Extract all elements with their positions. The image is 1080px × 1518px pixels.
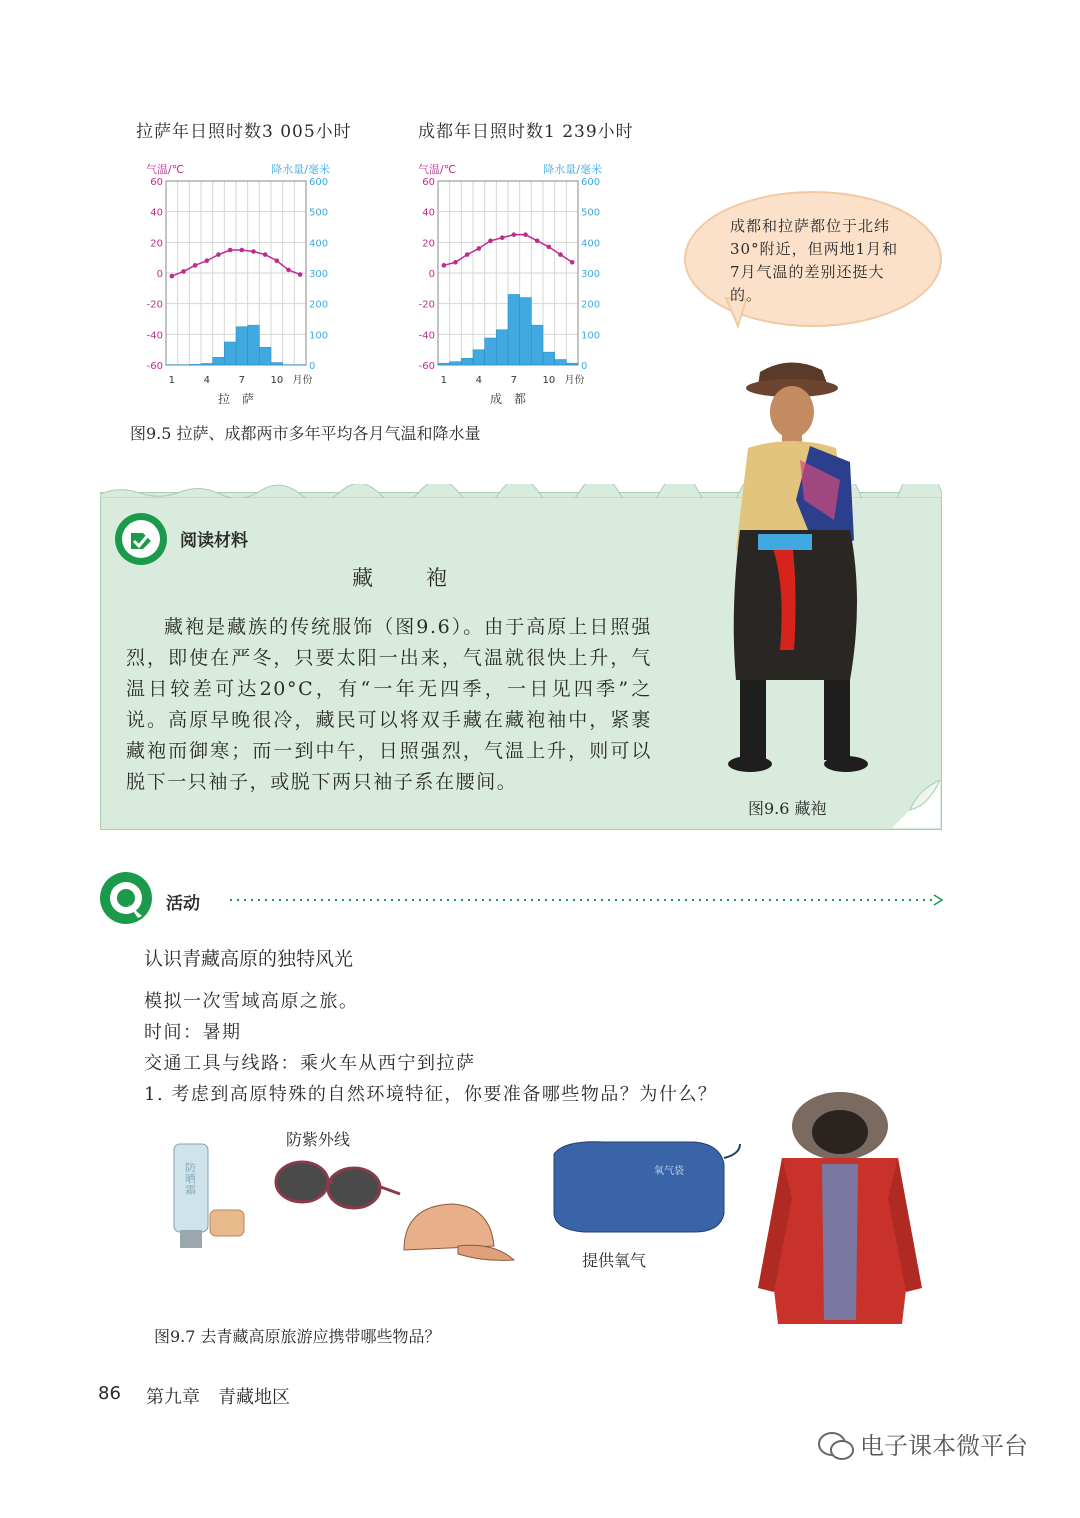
temperature-point [170,274,175,279]
y-left-label: 气温/℃ [418,163,457,176]
precip-bar [543,352,555,365]
temperature-point [275,258,280,263]
y-right-tick: 200 [309,299,329,311]
y-left-tick: 0 [156,269,163,280]
precip-bar [555,359,567,365]
temperature-point [465,252,470,257]
x-tick: 10 [270,375,284,386]
activity-line: 模拟一次雪域高原之旅。 [144,991,359,1012]
y-left-tick: 60 [422,177,435,188]
y-left-tick: -60 [146,361,163,372]
temperature-point [240,248,245,253]
x-tick: 7 [510,375,518,386]
y-right-tick: 300 [581,269,601,280]
temperature-point [453,260,458,265]
precip-bar [531,325,543,365]
precip-bar [438,363,450,365]
reading-material-label: 阅读材料 [180,531,248,551]
y-right-tick: 100 [581,330,601,342]
temperature-point [523,232,528,237]
precip-bar [236,327,248,365]
precip-bar [271,363,283,365]
y-right-tick: 0 [581,361,588,372]
chapter-title: 第九章 青藏地区 [146,1387,290,1408]
precip-bar [520,298,532,365]
y-right-tick: 200 [581,299,601,311]
lhasa-climate-chart [130,155,350,410]
sunscreen-icon [166,1140,252,1252]
precip-bar [201,363,213,365]
y-right-tick: 400 [581,238,601,250]
y-right-tick: 500 [581,207,601,219]
y-left-tick: 20 [150,238,163,250]
y-right-label: 降水量/毫米 [543,163,602,176]
tibetan-robe-figure [700,350,886,780]
y-right-tick: 600 [309,177,329,188]
activity-icon [98,870,154,930]
temperature-point [512,232,517,237]
page-number: 86 [98,1383,121,1404]
y-right-label: 降水量/毫米 [271,163,330,176]
precip-bar [496,330,508,365]
y-left-tick: -20 [146,299,163,311]
precip-bar [566,363,578,365]
precip-bar [508,294,520,365]
temperature-point [193,263,198,268]
precip-bar [189,364,201,365]
x-tick: 10 [542,375,556,386]
y-right-tick: 400 [309,238,329,250]
chengdu-climate-chart [402,155,622,410]
temperature-point [477,246,482,251]
x-unit: 月份 [564,375,585,386]
temperature-point [251,249,256,254]
x-tick: 1 [440,375,448,386]
bubble-text: 成都和拉萨都位于北纬30°附近，但两地1月和7月气温的差别还挺大的。 [730,217,899,304]
precip-bar [450,362,462,365]
activity-title: 认识青藏高原的独特风光 [144,948,354,970]
x-tick: 4 [203,375,211,386]
lhasa-chart-title: 拉萨年日照时数3 005小时 [136,122,352,142]
x-tick: 4 [475,375,483,386]
y-left-tick: 0 [428,269,435,280]
temperature-point [570,260,575,265]
reading-body: 藏袍是藏族的传统服饰（图9.6）。由于高原上日照强烈，即使在严冬，只要太阳一出来，气温就很快上升，气温日较差可达20°C，有“一年无四季，一日见四季”之说。高原早晚很冷，藏民可以将双手藏在藏袍袖中，紧裹藏袍而御寒；而一到中午，日照强烈，气温上升，则可以脱下一只袖子，或脱下两只袖子系在腰间。 [126,616,652,793]
activity-question: 1. 考虑到高原特殊的自然环境特征，你要准备哪些物品？为什么？ [144,1084,718,1105]
wechat-icon [816,1428,856,1468]
sunglasses-icon [272,1152,402,1212]
y-left-tick: 60 [150,177,163,188]
chengdu-chart-title: 成都年日照时数1 239小时 [418,122,634,142]
y-left-tick: 20 [422,238,435,250]
figure-9-5-caption: 图9.5 拉萨、成都两市多年平均各月气温和降水量 [130,424,481,443]
x-tick: 1 [168,375,176,386]
city-label: 成 都 [489,392,527,406]
dotted-divider [230,893,946,907]
precip-bar [213,357,225,365]
y-left-tick: -60 [418,361,435,372]
y-left-tick: 40 [422,207,435,219]
watermark-text: 电子课本微平台 [860,1432,1028,1460]
temperature-point [228,248,233,253]
temperature-point [535,239,540,244]
x-unit: 月份 [292,375,313,386]
cap-icon [398,1196,518,1266]
temperature-point [500,235,505,240]
precip-bar [259,347,271,365]
y-left-tick: -20 [418,299,435,311]
temperature-point [298,272,303,277]
precip-bar [248,325,260,365]
y-right-tick: 100 [309,330,329,342]
x-tick: 7 [238,375,246,386]
y-left-tick: -40 [146,330,163,342]
temperature-point [263,252,268,257]
figure-9-6-caption: 图9.6 藏袍 [748,799,827,818]
activity-line: 时间：暑期 [144,1022,242,1043]
temperature-point [205,258,210,263]
temperature-point [488,239,493,244]
oxygen-bag-text: 氧气袋 [654,1166,684,1177]
temperature-point [216,252,221,257]
activity-label: 活动 [166,894,200,914]
reading-heading: 藏 袍 [352,566,463,590]
precip-bar [473,350,485,365]
y-right-tick: 500 [309,207,329,219]
y-right-tick: 0 [309,361,316,372]
activity-line: 交通工具与线路：乘火车从西宁到拉萨 [144,1053,476,1074]
y-right-tick: 600 [581,177,601,188]
temperature-point [547,245,552,250]
temperature-point [558,252,563,257]
temperature-point [181,269,186,274]
y-left-label: 气温/℃ [146,163,185,176]
sunglasses-label: 防紫外线 [286,1130,351,1149]
precip-bar [461,358,473,365]
sunscreen-label: 防晒霜 [183,1162,197,1195]
figure-9-7-caption: 图9.7 去青藏高原旅游应携带哪些物品？ [154,1327,441,1346]
city-label: 拉 萨 [217,392,255,406]
y-left-tick: 40 [150,207,163,219]
precip-bar [224,342,236,365]
oxygen-bag-icon [544,1134,744,1240]
reading-material-icon [112,510,170,572]
precip-bar [485,338,497,365]
page-curl-icon [888,780,942,830]
oxygen-label: 提供氧气 [582,1251,647,1270]
down-jacket-icon [752,1088,928,1332]
y-left-tick: -40 [418,330,435,342]
temperature-point [442,263,447,268]
temperature-point [286,268,291,273]
y-right-tick: 300 [309,269,329,280]
